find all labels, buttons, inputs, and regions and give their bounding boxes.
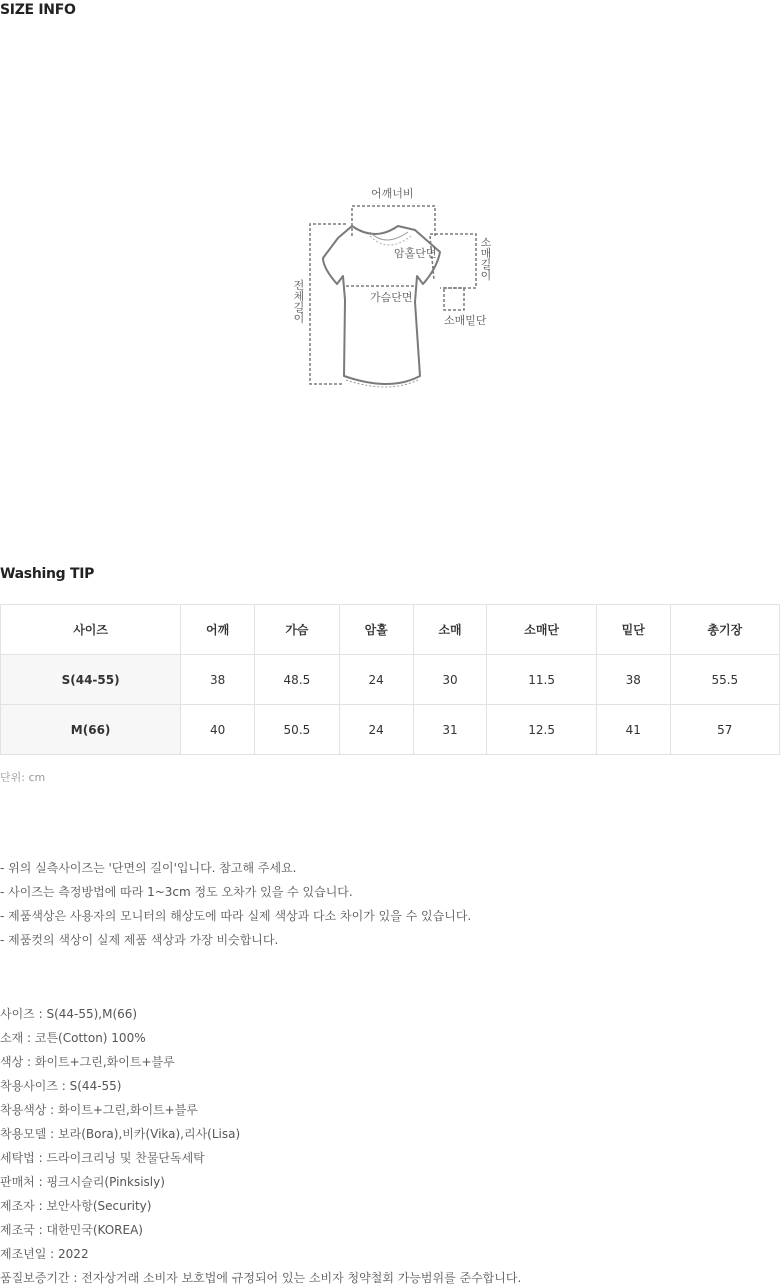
list-item: 제조자 : 보안사항(Security) xyxy=(0,1199,152,1213)
table-cell: 30 xyxy=(413,655,487,705)
size-table xyxy=(0,604,780,755)
list-item: 제조년일 : 2022 xyxy=(0,1247,89,1261)
list-item: 품질보증기간 : 전자상거래 소비자 보호법에 규정되어 있는 소비자 청약철회 가능범위를 준수합니다. xyxy=(0,1271,522,1285)
header-shoulder: 어깨 xyxy=(181,605,255,655)
header-sleeve: 소매 xyxy=(413,605,487,655)
table-cell: 55.5 xyxy=(670,655,779,705)
list-item: 착용모델 : 보라(Bora),비카(Vika),리사(Lisa) xyxy=(0,1127,241,1141)
table-cell: 11.5 xyxy=(487,655,596,705)
header-armhole: 암홀 xyxy=(339,605,413,655)
size-notes xyxy=(0,856,471,952)
chest-label: 가슴단면 xyxy=(370,291,413,304)
table-cell: 24 xyxy=(339,705,413,755)
list-item: - 제품컷의 색상이 실제 제품 색상과 가장 비슷합니다. xyxy=(0,933,279,947)
table-cell: 31 xyxy=(413,705,487,755)
table-cell: 38 xyxy=(596,655,670,705)
list-item: - 사이즈는 측정방법에 따라 1~3cm 정도 오차가 있을 수 있습니다. xyxy=(0,885,353,899)
table-cell: 12.5 xyxy=(487,705,596,755)
shoulder-label: 어깨너비 xyxy=(371,187,414,200)
table-row xyxy=(1,655,780,705)
sleeve-hem-measure xyxy=(444,288,464,310)
list-item: 세탁법 : 드라이크리닝 및 찬물단독세탁 xyxy=(0,1151,205,1165)
list-item: 제조국 : 대한민국(KOREA) xyxy=(0,1223,143,1237)
table-cell: 41 xyxy=(596,705,670,755)
list-item: 판매처 : 핑크시슬리(Pinksisly) xyxy=(0,1175,165,1189)
sleeve-length-label: 소매길이 xyxy=(480,236,492,282)
table-header-row xyxy=(1,605,780,655)
list-item: - 위의 실측사이즈는 '단면의 길이'입니다. 참고해 주세요. xyxy=(0,861,297,875)
table-cell: 38 xyxy=(181,655,255,705)
list-item: 색상 : 화이트+그린,화이트+블루 xyxy=(0,1055,175,1069)
list-item: 착용사이즈 : S(44-55) xyxy=(0,1079,122,1093)
table-cell: M(66) xyxy=(1,705,181,755)
table-cell: 40 xyxy=(181,705,255,755)
table-cell: 50.5 xyxy=(255,705,340,755)
header-size: 사이즈 xyxy=(1,605,181,655)
list-item: 착용색상 : 화이트+그린,화이트+블루 xyxy=(0,1103,198,1117)
size-info-title: SIZE INFO xyxy=(0,2,76,18)
header-hem: 밑단 xyxy=(596,605,670,655)
product-specs xyxy=(0,1002,521,1287)
list-item: 소재 : 코튼(Cotton) 100% xyxy=(0,1031,146,1045)
tshirt-outline-icon xyxy=(280,180,500,400)
sleeve-hem-label: 소매밑단 xyxy=(444,314,487,327)
table-cell: 48.5 xyxy=(255,655,340,705)
table-cell: S(44-55) xyxy=(1,655,181,705)
header-sleeve-hem: 소매단 xyxy=(487,605,596,655)
list-item: 사이즈 : S(44-55),M(66) xyxy=(0,1007,138,1021)
header-total-length: 총기장 xyxy=(670,605,779,655)
washing-tip-title: Washing TIP xyxy=(0,566,95,582)
table-cell: 24 xyxy=(339,655,413,705)
tshirt-size-diagram xyxy=(280,180,500,400)
total-length-label: 전체길이 xyxy=(293,279,305,325)
table-row xyxy=(1,705,780,755)
list-item: - 제품색상은 사용자의 모니터의 해상도에 따라 실제 색상과 다소 차이가 있을 수 있습니다. xyxy=(0,909,472,923)
header-chest: 가슴 xyxy=(255,605,340,655)
unit-label: 단위: cm xyxy=(0,771,46,784)
table-cell: 57 xyxy=(670,705,779,755)
armhole-label: 암홀단면 xyxy=(394,247,437,260)
